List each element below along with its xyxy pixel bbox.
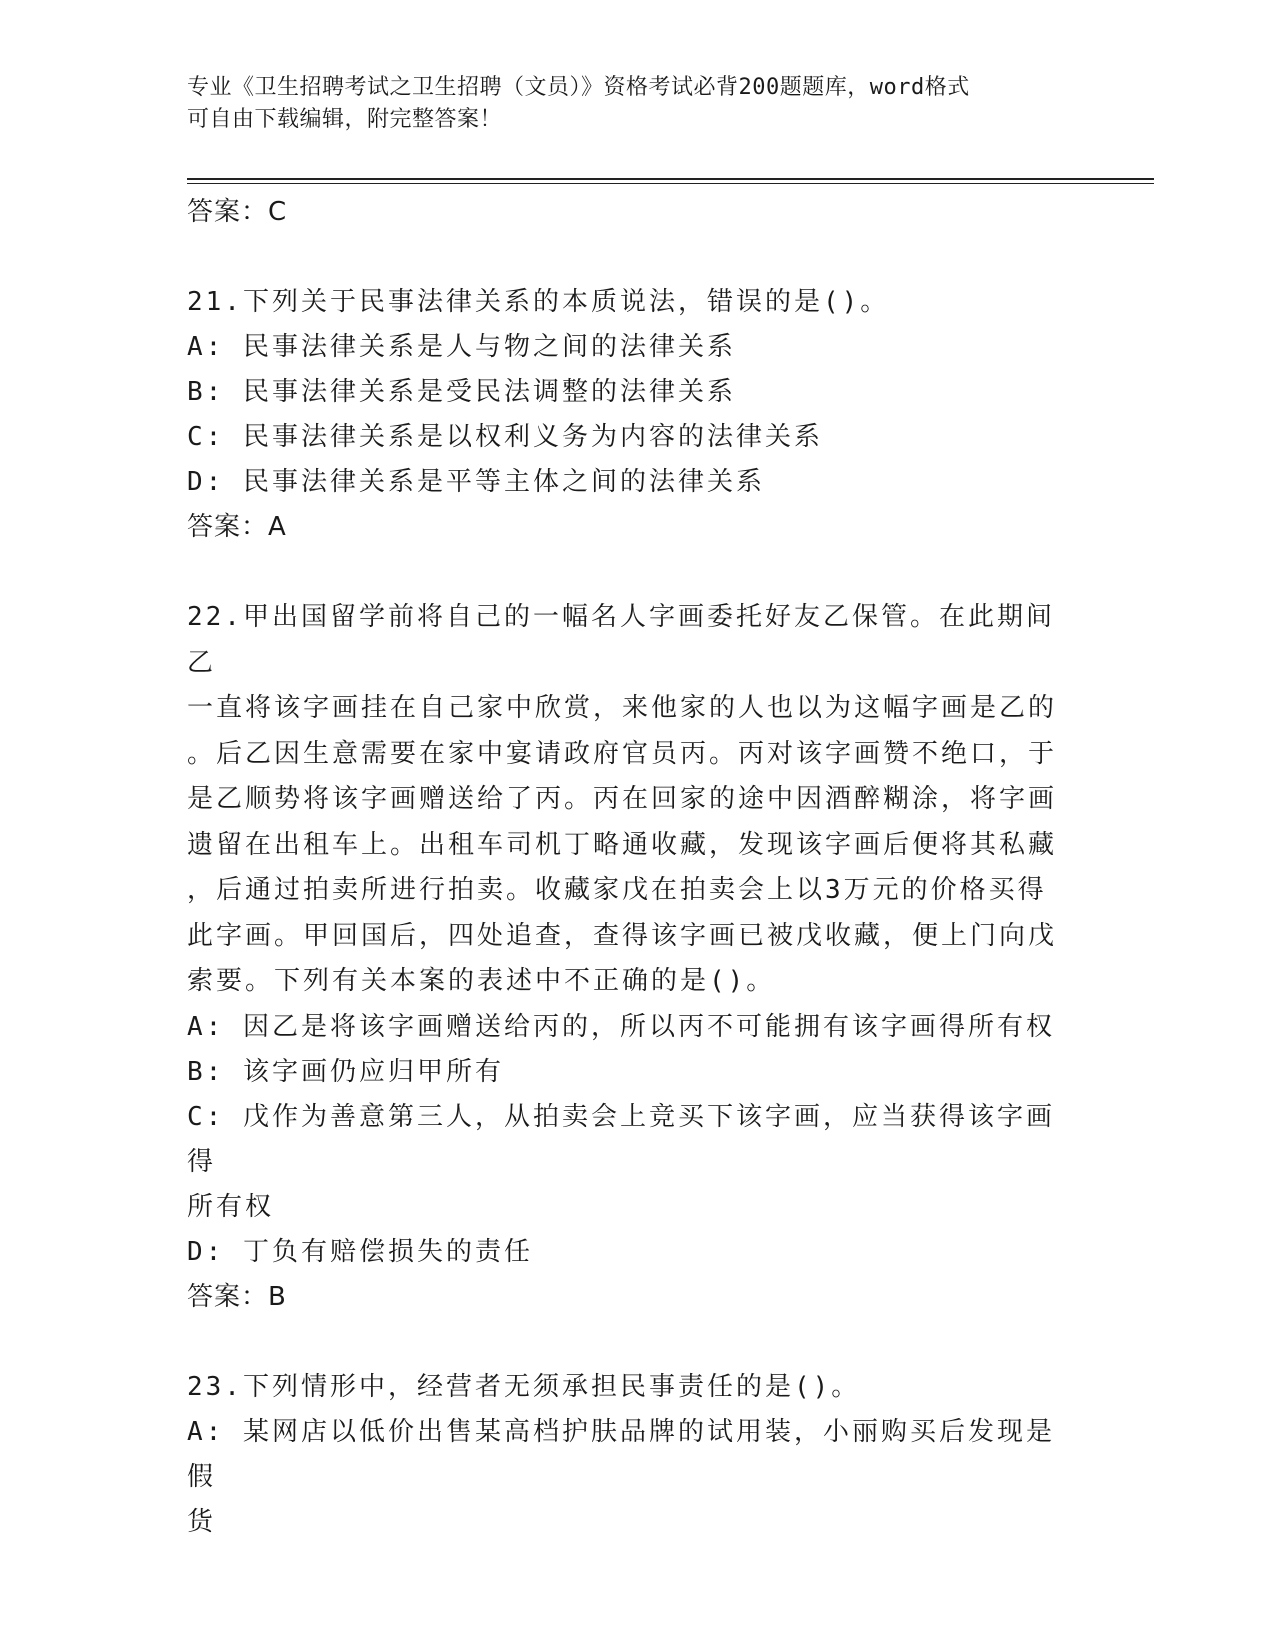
spacer xyxy=(187,1320,1077,1365)
header-divider xyxy=(187,178,1154,180)
question-list xyxy=(187,190,1077,1545)
question-stem: 23.下列情形中，经营者无须承担民事责任的是()。 xyxy=(187,1371,861,1402)
option-a: A: 民事法律关系是人与物之间的法律关系 xyxy=(187,332,736,362)
question-22 xyxy=(187,595,1077,1320)
option-d: D: 民事法律关系是平等主体之间的法律关系 xyxy=(187,467,765,497)
spacer xyxy=(187,550,1077,595)
option-a: A: 某网店以低价出售某高档护肤品牌的试用装，小丽购买后发现是假 xyxy=(187,1416,1055,1492)
spacer xyxy=(187,235,1077,280)
option-b: B: 该字画仍应归甲所有 xyxy=(187,1056,504,1087)
option-b: B: 民事法律关系是受民法调整的法律关系 xyxy=(187,377,736,407)
option-a: A: 因乙是将该字画赠送给丙的，所以丙不可能拥有该字画得所有权 xyxy=(187,1011,1055,1042)
question-stem-line: 遗留在出租车上。出租车司机丁略通收藏，发现该字画后便将其私藏 xyxy=(187,829,1058,860)
option-d: D: 丁负有赔偿损失的责任 xyxy=(187,1236,533,1267)
header-title-line-1: 专业《卫生招聘考试之卫生招聘（文员）》资格考试必背200题题库，word格式 xyxy=(187,75,970,100)
option-c: C: 民事法律关系是以权利义务为内容的法律关系 xyxy=(187,422,823,452)
header-title-line-2: 可自由下载编辑，附完整答案！ xyxy=(187,107,503,132)
question-stem: 21.下列关于民事法律关系的本质说法，错误的是()。 xyxy=(187,287,890,317)
question-stem-line: 此字画。甲回国后，四处追查，查得该字画已被戊收藏，便上门向戊 xyxy=(187,920,1058,951)
answer-line: 答案：C xyxy=(187,197,288,227)
question-23 xyxy=(187,1365,1077,1545)
question-stem-line: ，后通过拍卖所进行拍卖。收藏家戊在拍卖会上以3万元的价格买得 xyxy=(187,875,1047,905)
answer-line: 答案：B xyxy=(187,1281,287,1312)
question-21 xyxy=(187,280,1077,550)
question-stem-line: 是乙顺势将该字画赠送给了丙。丙在回家的途中因酒醉糊涂，将字画 xyxy=(187,784,1058,814)
option-c: C: 戊作为善意第三人，从拍卖会上竞买下该字画，应当获得该字画得 xyxy=(187,1101,1055,1177)
option-c-continued: 所有权 xyxy=(187,1191,275,1222)
question-stem-line: 22.甲出国留学前将自己的一幅名人字画委托好友乙保管。在此期间乙 xyxy=(187,602,1055,678)
answer-line: 答案：A xyxy=(187,512,287,542)
header-divider-thin xyxy=(187,183,1154,184)
question-stem-line: 。后乙因生意需要在家中宴请政府官员丙。丙对该字画赞不绝口，于 xyxy=(187,738,1058,769)
question-stem-line: 一直将该字画挂在自己家中欣赏，来他家的人也以为这幅字画是乙的 xyxy=(187,693,1058,723)
page-header xyxy=(187,72,1087,136)
option-a-continued: 货 xyxy=(187,1506,217,1537)
question-stem-line: 索要。下列有关本案的表述中不正确的是()。 xyxy=(187,966,776,996)
